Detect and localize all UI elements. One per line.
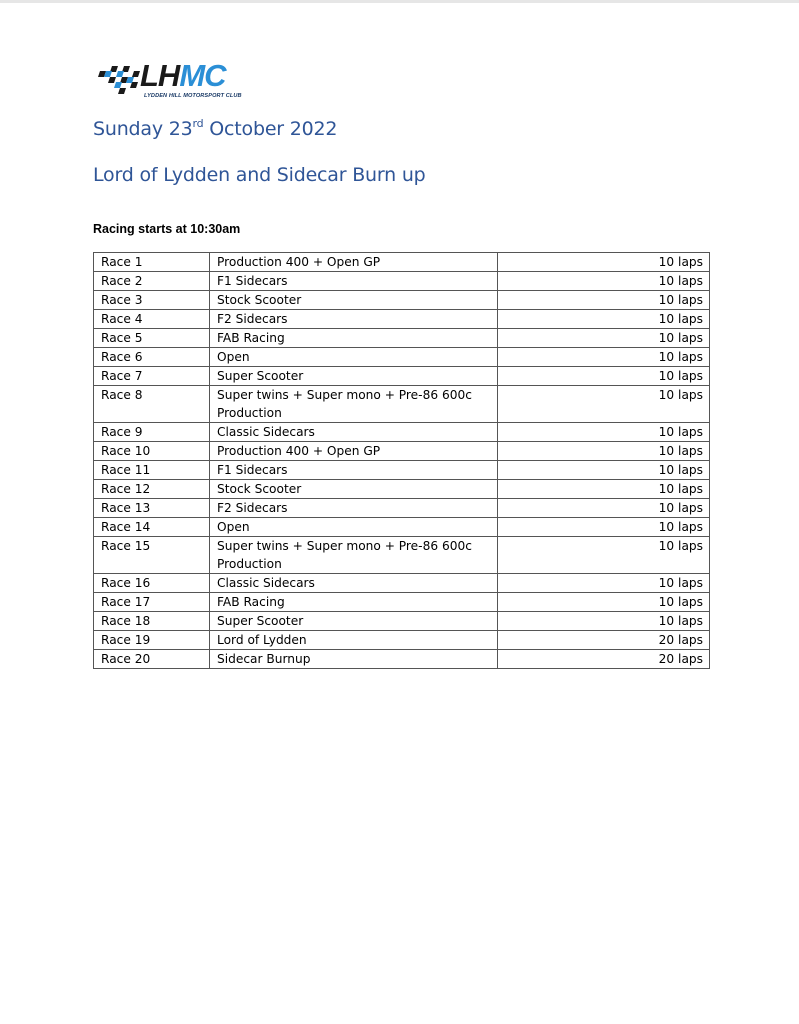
race-class-cell: Open <box>210 348 498 367</box>
table-row <box>94 631 710 650</box>
table-row <box>94 348 710 367</box>
race-number-cell: Race 6 <box>94 348 210 367</box>
table-row <box>94 272 710 291</box>
table-row <box>94 310 710 329</box>
table-row <box>94 442 710 461</box>
race-laps-cell: 10 laps <box>498 253 710 272</box>
race-class-cell: Super Scooter <box>210 367 498 386</box>
date-rest: October 2022 <box>203 118 338 140</box>
race-number-cell: Race 1 <box>94 253 210 272</box>
race-laps-cell: 10 laps <box>498 291 710 310</box>
racing-start-note: Racing starts at 10:30am <box>93 222 241 236</box>
date-ordinal-suffix: rd <box>192 117 204 130</box>
table-row <box>94 537 710 574</box>
page-top-rule <box>0 0 799 3</box>
race-laps-cell: 10 laps <box>498 612 710 631</box>
race-class-cell: Stock Scooter <box>210 480 498 499</box>
race-number-cell: Race 5 <box>94 329 210 348</box>
race-class-cell: F1 Sidecars <box>210 461 498 480</box>
race-number-cell: Race 4 <box>94 310 210 329</box>
race-class-cell: F2 Sidecars <box>210 310 498 329</box>
race-laps-cell: 10 laps <box>498 310 710 329</box>
table-row <box>94 480 710 499</box>
race-class-cell: F1 Sidecars <box>210 272 498 291</box>
race-schedule-table <box>93 252 710 669</box>
table-row <box>94 253 710 272</box>
race-class-cell: Classic Sidecars <box>210 423 498 442</box>
race-laps-cell: 10 laps <box>498 272 710 291</box>
race-class-cell: Sidecar Burnup <box>210 650 498 669</box>
race-number-cell: Race 10 <box>94 442 210 461</box>
race-number-cell: Race 8 <box>94 386 210 423</box>
race-laps-cell: 10 laps <box>498 518 710 537</box>
race-number-cell: Race 2 <box>94 272 210 291</box>
table-row <box>94 367 710 386</box>
race-number-cell: Race 16 <box>94 574 210 593</box>
race-class-cell: Open <box>210 518 498 537</box>
race-laps-cell: 10 laps <box>498 461 710 480</box>
race-number-cell: Race 20 <box>94 650 210 669</box>
race-number-cell: Race 14 <box>94 518 210 537</box>
race-class-cell: Classic Sidecars <box>210 574 498 593</box>
race-number-cell: Race 9 <box>94 423 210 442</box>
event-date-heading <box>93 118 337 140</box>
race-laps-cell: 10 laps <box>498 499 710 518</box>
race-class-cell: Production 400 + Open GP <box>210 442 498 461</box>
date-prefix: Sunday 23 <box>93 118 193 140</box>
race-class-cell: Super twins + Super mono + Pre-86 600c Production <box>210 386 498 423</box>
race-laps-cell: 10 laps <box>498 442 710 461</box>
race-number-cell: Race 18 <box>94 612 210 631</box>
table-row <box>94 593 710 612</box>
race-number-cell: Race 12 <box>94 480 210 499</box>
race-class-cell: Super Scooter <box>210 612 498 631</box>
race-class-cell: FAB Racing <box>210 593 498 612</box>
race-laps-cell: 10 laps <box>498 423 710 442</box>
race-number-cell: Race 13 <box>94 499 210 518</box>
race-class-cell: Super twins + Super mono + Pre-86 600c Production <box>210 537 498 574</box>
race-class-cell: Production 400 + Open GP <box>210 253 498 272</box>
race-laps-cell: 10 laps <box>498 480 710 499</box>
race-laps-cell: 10 laps <box>498 348 710 367</box>
table-row <box>94 650 710 669</box>
race-number-cell: Race 15 <box>94 537 210 574</box>
race-laps-cell: 20 laps <box>498 650 710 669</box>
race-laps-cell: 10 laps <box>498 593 710 612</box>
logo-wordmark: LHMC <box>140 58 226 93</box>
race-number-cell: Race 11 <box>94 461 210 480</box>
race-laps-cell: 20 laps <box>498 631 710 650</box>
checkered-flag-icon <box>96 62 142 94</box>
table-row <box>94 291 710 310</box>
table-row <box>94 499 710 518</box>
race-laps-cell: 10 laps <box>498 367 710 386</box>
race-class-cell: Stock Scooter <box>210 291 498 310</box>
race-laps-cell: 10 laps <box>498 537 710 574</box>
race-laps-cell: 10 laps <box>498 386 710 423</box>
race-class-cell: FAB Racing <box>210 329 498 348</box>
race-number-cell: Race 17 <box>94 593 210 612</box>
table-row <box>94 329 710 348</box>
table-row <box>94 574 710 593</box>
race-class-cell: Lord of Lydden <box>210 631 498 650</box>
table-row <box>94 386 710 423</box>
table-row <box>94 461 710 480</box>
table-row <box>94 518 710 537</box>
race-schedule-body <box>94 253 710 669</box>
logo-subtitle: LYDDEN HILL MOTORSPORT CLUB <box>144 93 242 99</box>
race-laps-cell: 10 laps <box>498 329 710 348</box>
table-row <box>94 612 710 631</box>
race-number-cell: Race 3 <box>94 291 210 310</box>
race-number-cell: Race 19 <box>94 631 210 650</box>
lhmc-logo <box>96 58 242 104</box>
race-number-cell: Race 7 <box>94 367 210 386</box>
race-class-cell: F2 Sidecars <box>210 499 498 518</box>
table-row <box>94 423 710 442</box>
race-laps-cell: 10 laps <box>498 574 710 593</box>
event-title-heading: Lord of Lydden and Sidecar Burn up <box>93 164 426 186</box>
